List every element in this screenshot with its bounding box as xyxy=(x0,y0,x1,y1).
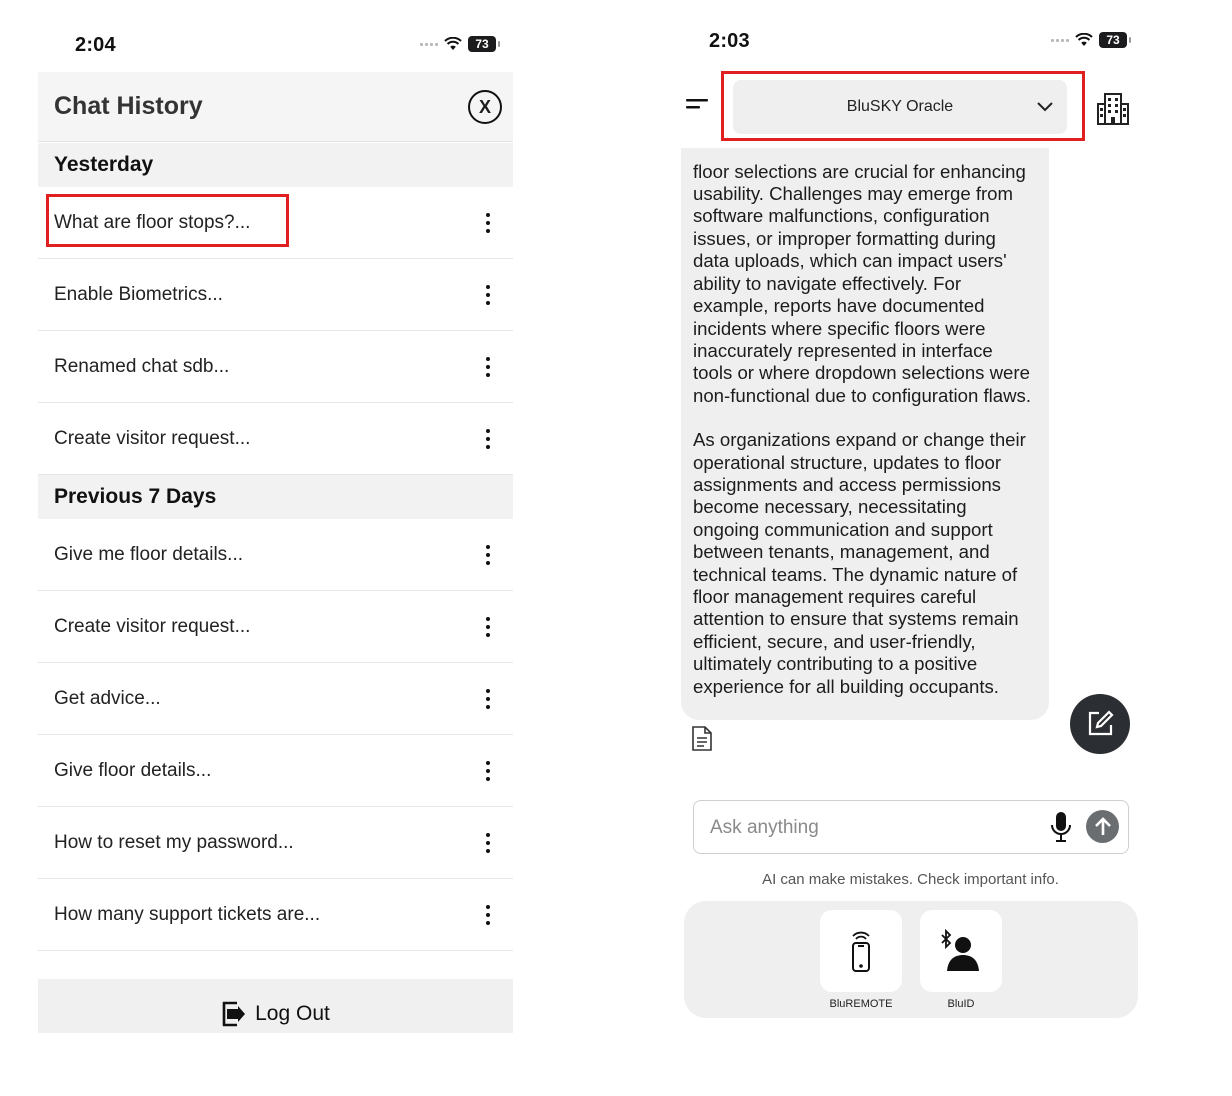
status-icons xyxy=(1051,32,1127,48)
chat-history-item[interactable] xyxy=(38,331,513,403)
microphone-icon[interactable] xyxy=(1050,811,1072,843)
close-button[interactable] xyxy=(468,90,502,124)
message-paragraph: As organizations expand or change their operational structure, updates to floor assignments and access permissions become necessary, necessitating ongoing communication and support between tenants, management, and technical teams. The dynamic nature of floor management requires careful attention to ensure that systems remain efficient, secure, and user-friendly, ultimately contributing to a positive experience for all building occupants. xyxy=(693,429,1026,697)
wifi-icon xyxy=(1075,33,1093,47)
document-icon[interactable] xyxy=(691,726,713,751)
chat-history-item[interactable] xyxy=(38,259,513,331)
cellular-signal-icon xyxy=(420,43,438,46)
chat-history-item[interactable] xyxy=(38,591,513,663)
battery-level: 73 xyxy=(1106,33,1120,47)
chat-item-label: Renamed chat sdb... xyxy=(54,355,230,377)
more-options-icon[interactable] xyxy=(485,761,491,781)
section-header-yesterday: Yesterday xyxy=(38,143,513,187)
logout-button[interactable] xyxy=(221,999,330,1029)
chat-history-item[interactable] xyxy=(38,663,513,735)
chat-item-label: Create visitor request... xyxy=(54,615,251,637)
more-options-icon[interactable] xyxy=(485,833,491,853)
more-options-icon[interactable] xyxy=(485,545,491,565)
edit-icon xyxy=(1085,709,1115,739)
bluid-label: BluID xyxy=(947,998,975,1010)
chat-item-label: Give me floor details... xyxy=(54,543,244,565)
page-title: Chat History xyxy=(54,92,203,120)
more-options-icon[interactable] xyxy=(485,357,491,377)
remote-phone-icon xyxy=(846,929,876,973)
annotation-highlight-box xyxy=(721,71,1085,141)
chat-history-item[interactable] xyxy=(38,519,513,591)
status-time: 2:04 xyxy=(75,34,116,56)
wifi-icon xyxy=(444,37,462,51)
arrow-up-icon xyxy=(1094,817,1112,837)
bluremote-label: BluREMOTE xyxy=(829,998,893,1010)
more-options-icon[interactable] xyxy=(485,905,491,925)
chat-history-header xyxy=(38,72,513,142)
chat-item-label: Create visitor request... xyxy=(54,427,251,449)
model-select-value: BluSKY Oracle xyxy=(846,98,954,115)
bluid-button[interactable] xyxy=(920,910,1002,992)
more-options-icon[interactable] xyxy=(485,213,491,233)
logout-icon xyxy=(221,999,247,1029)
section-header-previous-7-days: Previous 7 Days xyxy=(38,475,513,519)
ask-input[interactable] xyxy=(708,811,1032,845)
more-options-icon[interactable] xyxy=(485,689,491,709)
chat-item-label: How to reset my password... xyxy=(54,831,294,853)
annotation-highlight-box xyxy=(46,194,289,247)
chat-history-item[interactable] xyxy=(38,403,513,475)
more-options-icon[interactable] xyxy=(485,429,491,449)
cellular-signal-icon xyxy=(1051,39,1069,42)
chat-history-item[interactable] xyxy=(38,879,513,951)
more-options-icon[interactable] xyxy=(485,285,491,305)
chat-item-label: Get advice... xyxy=(54,687,161,709)
bluremote-button[interactable] xyxy=(820,910,902,992)
battery-icon xyxy=(1099,32,1127,48)
battery-icon xyxy=(468,36,496,52)
chat-item-label: How many support tickets are... xyxy=(54,903,321,925)
menu-icon[interactable] xyxy=(686,98,710,112)
message-paragraph: floor selections are crucial for enhancing usability. Challenges may emerge from software malfunctions, configuration issues, or improper formatting during data uploads, which can impact users' ability to navigate effectively. For example, reports have documented incidents where specific floors were inaccurately represented in interface tools or where dropdown selections were non-functional due to configuration flaws. xyxy=(693,160,1032,406)
status-icons xyxy=(420,36,496,52)
building-icon[interactable] xyxy=(1096,92,1130,126)
logout-label: Log Out xyxy=(255,1002,330,1025)
quick-actions-tray xyxy=(684,901,1138,1018)
chat-item-label: Enable Biometrics... xyxy=(54,283,223,305)
assistant-message-bubble xyxy=(681,148,1049,720)
status-time: 2:03 xyxy=(709,30,750,52)
new-chat-button[interactable] xyxy=(1070,694,1130,754)
send-button[interactable] xyxy=(1086,810,1119,843)
chat-item-label: Give floor details... xyxy=(54,759,212,781)
more-options-icon[interactable] xyxy=(485,617,491,637)
chat-item-label: What are floor stops?... xyxy=(54,211,251,233)
logout-bar xyxy=(38,979,513,1033)
ai-disclaimer: AI can make mistakes. Check important info. xyxy=(762,871,1059,888)
chat-history-item[interactable] xyxy=(38,735,513,807)
ask-input-container xyxy=(693,800,1129,854)
chat-history-item[interactable] xyxy=(38,807,513,879)
close-icon: X xyxy=(478,96,491,117)
battery-level: 73 xyxy=(475,37,489,51)
bluetooth-person-icon xyxy=(938,929,984,973)
